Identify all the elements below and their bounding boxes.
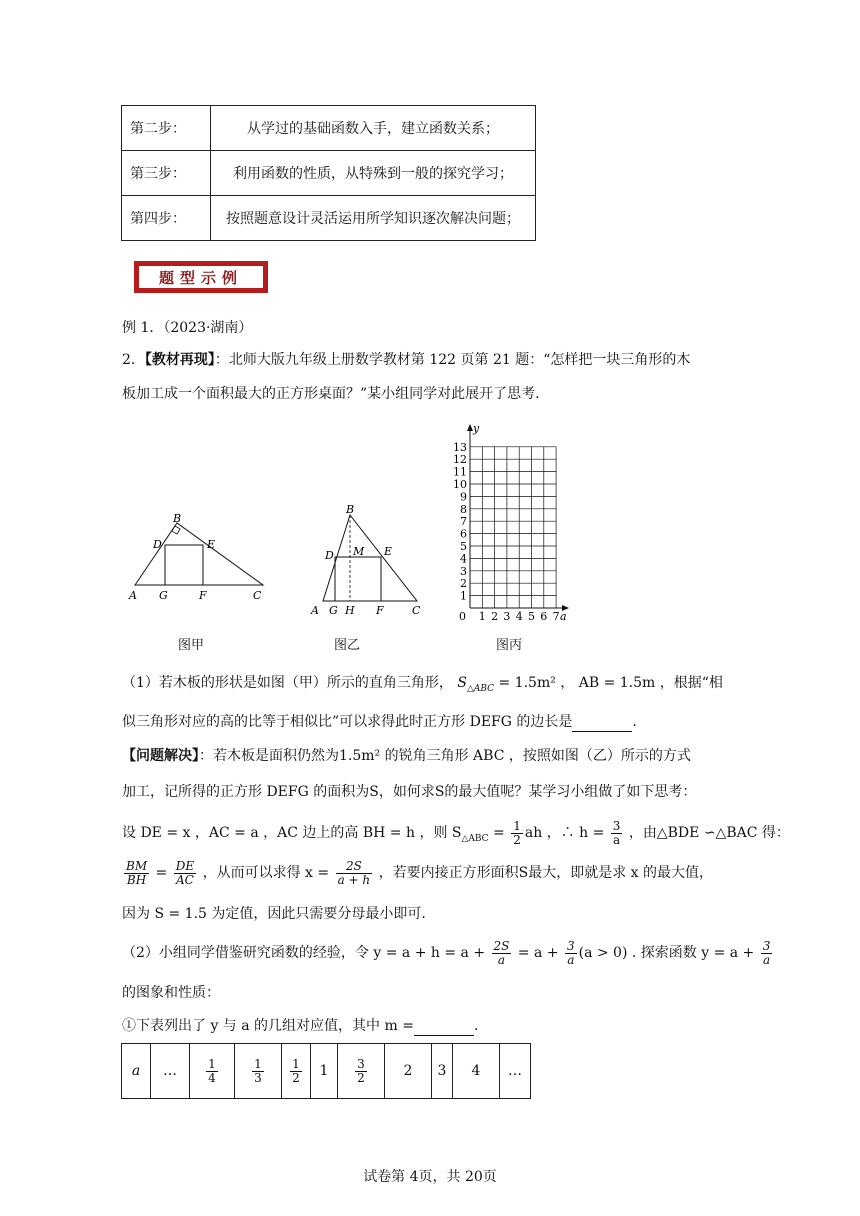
cell-fraction: $\frac{1}{2}$ — [292, 1056, 300, 1085]
problem-number: 2． — [122, 352, 145, 368]
y-tick-label: 1 — [460, 589, 467, 603]
problem-intro-line2: 板加工成一个面积最大的正方形桌面？”某小组同学对此展开了思考. — [122, 386, 540, 402]
x-tick-label: 1 — [478, 610, 486, 623]
numerator: 1 — [513, 818, 521, 833]
numerator: 3 — [762, 938, 771, 953]
denominator: a — [567, 952, 575, 967]
q1-text: （1）若木板的形状是如图（甲）所示的直角三角形， — [122, 675, 453, 691]
fraction-half — [511, 820, 523, 847]
y-tick-label: 10 — [453, 478, 467, 491]
numerator: DE — [175, 858, 195, 873]
label-A: A — [129, 589, 137, 602]
caption-jia: 图甲 — [178, 638, 205, 653]
table-row — [122, 196, 536, 241]
figure-bing-grid — [448, 422, 573, 627]
table-cell: … — [151, 1044, 190, 1099]
label-M: M — [353, 545, 365, 558]
y-tick-label: 5 — [460, 540, 467, 553]
solve-text4a: ，从而可以求得 x = — [198, 865, 334, 881]
grid-lines — [470, 447, 556, 608]
q1-end: . — [632, 714, 637, 730]
q2-text-c: (a > 0) . 探索函数 y = a + — [578, 945, 759, 961]
denominator: a — [613, 832, 621, 847]
solve-sub: △ABC — [461, 833, 489, 844]
table-cell — [338, 1044, 385, 1099]
step-key: 第三步： — [122, 151, 211, 196]
origin-label: 0 — [459, 610, 466, 623]
x-tick-label: 2 — [491, 610, 499, 623]
q1-text2: 似三角形对应的高的比等于相似比”可以求得此时正方形 DEFG 的边长是 — [122, 714, 573, 730]
step-key: 第二步： — [122, 106, 211, 151]
question1-line1 — [122, 673, 742, 699]
y-tick-label: 4 — [460, 552, 467, 566]
y-tick-label: 13 — [453, 440, 467, 454]
steps-table — [121, 105, 536, 241]
area-symbol: S — [457, 675, 467, 691]
solve-text3c: ah ，∴ h = — [524, 825, 609, 841]
page-footer: 试卷第 4页，共 20页 — [363, 1169, 497, 1185]
x-axis-label: a — [560, 610, 567, 623]
label-A: A — [311, 604, 319, 617]
table-cell — [282, 1044, 311, 1099]
question1-line2 — [122, 712, 742, 732]
solve-text4b: ，若要内接正方形面积S最大，即就是求 x 的最大值， — [374, 865, 713, 881]
numerator: 2S — [336, 860, 373, 874]
q2-text-a: （2）小组同学借鉴研究函数的经验，令 y = a + h = a + — [122, 945, 490, 961]
x-tick-label: 6 — [540, 610, 548, 623]
y-tick-label: 9 — [460, 490, 467, 504]
y-tick-label: 6 — [460, 527, 467, 541]
label-D: D — [153, 538, 162, 551]
q1-ab: AB = 1.5m ，根据“相 — [574, 675, 723, 691]
fraction-bm-bh — [124, 860, 149, 887]
y-tick-label: 12 — [453, 453, 467, 467]
step-value: 按照题意设计灵活运用所学知识逐次解决问题； — [211, 196, 536, 241]
answer-blank-m[interactable] — [414, 1021, 474, 1036]
y-tick-label: 8 — [460, 502, 467, 516]
table-cell — [235, 1044, 282, 1099]
q2-text-b: = a + — [513, 945, 563, 961]
table-cell: 4 — [453, 1044, 500, 1099]
cell-fraction: $\frac{1}{4}$ — [208, 1056, 216, 1085]
label-F: F — [199, 589, 207, 602]
numerator: 2S — [493, 938, 510, 953]
numerator: 3 — [612, 818, 621, 833]
label-B: B — [346, 505, 355, 516]
values-table — [121, 1043, 531, 1099]
y-tick-label: 11 — [453, 465, 467, 479]
y-tick-label: 2 — [460, 577, 467, 591]
label-E: E — [384, 545, 393, 558]
label-D: D — [325, 549, 334, 562]
table-row — [122, 151, 536, 196]
step-value: 从学过的基础函数入手，建立函数关系； — [211, 106, 536, 151]
denominator: BH — [126, 872, 147, 887]
x-tick-label: 4 — [515, 610, 523, 623]
denominator: AC — [176, 872, 194, 887]
banner-label: 题型示例 — [138, 265, 264, 289]
solve-text3a: 设 DE = x ，AC = a ，AC 边上的高 BH = h ，则 S — [122, 825, 462, 841]
y-tick-labels — [453, 441, 467, 603]
section-banner — [134, 261, 268, 293]
q1-area: = 1.5m² ， — [494, 675, 575, 691]
solve-line2: 加工，记所得的正方形 DEFG 的面积为S，如何求S的最大值呢？某学习小组做了如下思考： — [122, 784, 697, 800]
table-cell: 3 — [432, 1044, 453, 1099]
equals: = — [151, 865, 172, 881]
numerator: BM — [126, 858, 148, 873]
solve-line5: 因为 S = 1.5 为定值，因此只需要分母最小即可. — [122, 906, 426, 922]
cell-fraction: $\frac{1}{3}$ — [254, 1056, 262, 1085]
label-F: F — [376, 604, 384, 617]
problem-text: ：北师大版九年级上册数学教材第 122 页第 21 题：“怎样把一块三角形的木 — [214, 352, 691, 368]
y-tick-label: 7 — [460, 515, 467, 529]
denominator: a — [762, 952, 771, 967]
figure-jia — [125, 505, 275, 605]
question2-line3 — [122, 1016, 742, 1036]
table-row — [122, 106, 536, 151]
problem-intro-line1 — [122, 350, 742, 370]
label-B: B — [173, 512, 182, 525]
solve-line4 — [122, 856, 742, 890]
figure-yi — [305, 505, 430, 617]
question2-line1 — [122, 936, 771, 970]
fraction-3-over-a — [611, 820, 623, 847]
solve-tag: 【问题解决】 — [122, 748, 199, 764]
denominator: a — [497, 952, 505, 967]
caption-bing: 图丙 — [496, 638, 523, 653]
table-cell: 1 — [311, 1044, 338, 1099]
table-header: a — [122, 1044, 151, 1099]
table-cell: 2 — [385, 1044, 432, 1099]
caption-yi: 图乙 — [334, 638, 361, 653]
solve-line3 — [122, 818, 790, 854]
textbook-tag: 【教材再现】 — [144, 352, 215, 368]
y-tick-label: 3 — [460, 564, 467, 578]
label-E: E — [207, 538, 216, 551]
question2-line2: 的图象和性质： — [122, 985, 220, 1001]
solve-text3d: ，由△BDE ∽△BAC 得： — [624, 825, 790, 841]
numerator: 3 — [566, 938, 575, 953]
x-tick-labels — [479, 610, 560, 623]
solve-text1: ：若木板是面积仍然为1.5m² 的锐角三角形 ABC ，按照如图（乙）所示的方式 — [199, 748, 691, 764]
area-subscript: △ABC — [466, 683, 495, 694]
x-tick-label: 5 — [528, 610, 535, 623]
fraction-de-ac — [174, 860, 196, 887]
cell-fraction: $\frac{3}{2}$ — [357, 1056, 365, 1085]
solve-eq: = — [488, 825, 510, 841]
label-C: C — [412, 604, 421, 617]
table-cell — [190, 1044, 235, 1099]
denominator: a + h — [337, 872, 371, 887]
label-G: G — [329, 604, 338, 617]
solve-line1 — [122, 746, 742, 766]
fraction-3-a-2 — [761, 940, 773, 967]
fraction-3-a — [565, 940, 577, 967]
table-cell: … — [500, 1044, 531, 1099]
label-G: G — [159, 589, 168, 602]
label-C: C — [253, 589, 262, 602]
fraction-2s-a — [492, 940, 512, 967]
step-key: 第四步： — [122, 196, 211, 241]
q2-text-f: . — [473, 1018, 479, 1034]
table-row — [122, 1044, 531, 1099]
q2-text-e: ①下表列出了 y 与 a 的几组对应值，其中 m = — [122, 1018, 414, 1034]
answer-blank[interactable] — [572, 717, 632, 732]
y-axis-label: y — [473, 422, 480, 435]
example-heading: 例 1．（2023·湖南） — [122, 320, 253, 336]
denominator: 2 — [513, 832, 521, 847]
fraction-2s — [336, 860, 373, 887]
x-tick-label: 7 — [552, 610, 560, 623]
x-tick-label: 3 — [503, 610, 511, 623]
step-value: 利用函数的性质，从特殊到一般的探究学习； — [211, 151, 536, 196]
label-H: H — [345, 604, 355, 617]
